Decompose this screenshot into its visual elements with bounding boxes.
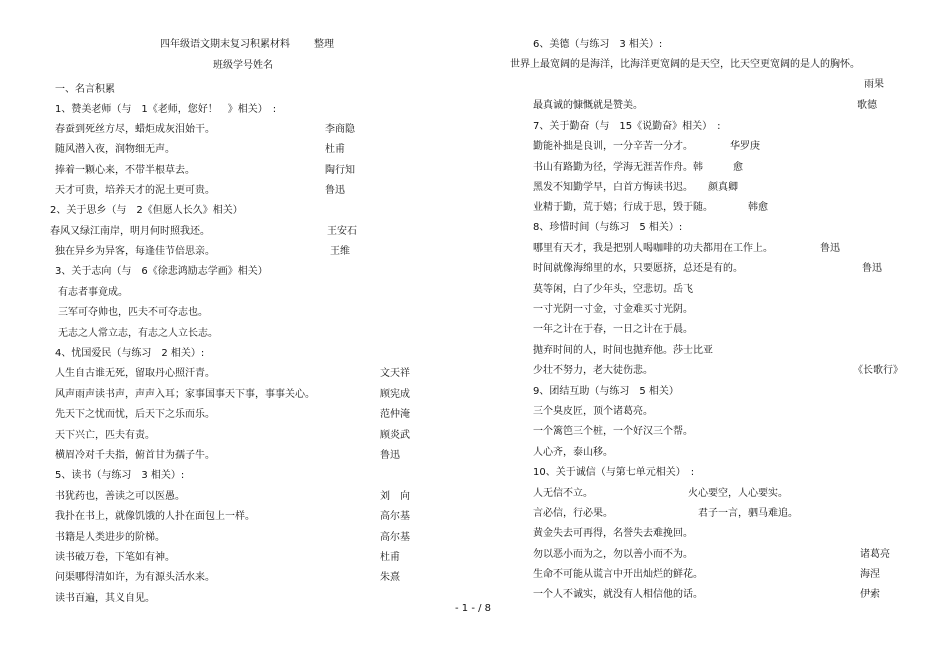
quote-row: 书犹药也，善读之可以医愚。	[55, 491, 185, 502]
quote-row: 6、美德（与练习 3 相关）:	[533, 39, 663, 50]
quote-row: 我扑在书上，就像饥饿的人扑在面包上一样。	[55, 511, 255, 522]
quote-row: 黄金失去可再得，名誉失去难挽回。	[533, 528, 693, 539]
quote-author: 杜甫	[325, 144, 345, 155]
quote-row: 独在异乡为异客，每逢佳节倍思亲。	[55, 246, 215, 257]
quote-author: 范仲淹	[380, 409, 410, 420]
quote-row: 7、关于勤奋（与 15《说勤奋》相关） :	[533, 121, 721, 132]
quote-row: 勤能补拙是良训，一分辛苦一分才。	[533, 141, 693, 152]
quote-row: 读书破万卷，下笔如有神。	[55, 552, 175, 563]
quote-row: 三个臭皮匠，顶个诸葛亮。	[533, 406, 653, 417]
quote-author: 歌德	[857, 100, 877, 111]
quote-row: 莫等闲，白了少年头，空悲切。岳飞	[533, 284, 693, 295]
quote-author: 鲁迅	[820, 243, 840, 254]
quote-row: 春蚕到死丝方尽，蜡炬成灰泪始干。	[55, 124, 215, 135]
quote-row: 时间就像海绵里的水，只要愿挤，总还是有的。	[533, 263, 743, 274]
quote-row: 少壮不努力，老大徒伤悲。	[533, 365, 653, 376]
quote-row: 勿以恶小而为之，勿以善小而不为。	[533, 549, 693, 560]
document-subtitle: 班级学号姓名	[213, 60, 273, 71]
quote-row: 生命不可能从谎言中开出灿烂的鲜花。	[533, 569, 703, 580]
quote-row: 黑发不知勤学早，白首方悔读书迟。 颜真卿	[533, 182, 738, 193]
quote-row: 3、关于志向（与 6《徐悲鸿励志学画》相关）	[55, 266, 268, 277]
quote-row: 言必信，行必果。 君子一言，驷马难追。	[533, 508, 798, 519]
quote-row: 最真诚的慷慨就是赞美。	[533, 100, 643, 111]
quote-row: 一个篱笆三个桩，一个好汉三个帮。	[533, 426, 693, 437]
quote-row: 读书百遍，其义自见。	[55, 593, 155, 604]
quote-author: 雨果	[864, 79, 884, 90]
quote-row: 问渠哪得清如许，为有源头活水来。	[55, 572, 215, 583]
quote-row: 天下兴亡，匹夫有责。	[55, 430, 155, 441]
quote-row: 书籍是人类进步的阶梯。	[55, 532, 165, 543]
quote-author: 顾宪成	[380, 389, 410, 400]
quote-author: 文天祥	[380, 368, 410, 379]
quote-row: 捧着一颗心来，不带半根草去。	[55, 165, 195, 176]
quote-row: 业精于勤，荒于嬉；行成于思，毁于随。 韩愈	[533, 202, 768, 213]
quote-row: 人心齐，泰山移。	[533, 447, 613, 458]
quote-author: 顾炎武	[380, 430, 410, 441]
quote-row: 1、赞美老师（与 1《老师，您好！ 》相关） :	[55, 104, 277, 115]
quote-author: 高尔基	[380, 511, 410, 522]
quote-author: 王安石	[327, 226, 357, 237]
quote-author: 鲁迅	[325, 185, 345, 196]
quote-row: 一寸光阴一寸金，寸金难买寸光阴。	[533, 304, 693, 315]
quote-row: 10、关于诚信（与第七单元相关） :	[533, 467, 695, 478]
quote-author: 刘 向	[380, 491, 410, 502]
quote-author: 鲁迅	[862, 263, 882, 274]
quote-row: 9、团结互助（与练习 5 相关）	[533, 386, 679, 397]
quote-author: 陶行知	[325, 165, 355, 176]
quote-row: 人无信不立。 火心要空，人心要实。	[533, 488, 788, 499]
quote-row: 书山有路勤为径，学海无涯苦作舟。韩 愈	[533, 162, 743, 173]
quote-row: 哪里有天才，我是把别人喝咖啡的功夫都用在工作上。	[533, 243, 773, 254]
quote-author: 《长歌行》	[853, 365, 903, 376]
quote-row: 随风潜入夜，润物细无声。	[55, 144, 175, 155]
quote-row: 人生自古谁无死，留取丹心照汗青。	[55, 368, 215, 379]
quote-author: 杜甫	[380, 552, 400, 563]
quote-author: 华罗庚	[730, 141, 760, 152]
quote-row: 8、珍惜时间（与练习 5 相关）:	[533, 222, 683, 233]
quote-row: 世界上最宽阔的是海洋，比海洋更宽阔的是天空，比天空更宽阔的是人的胸怀。	[510, 59, 860, 70]
quote-row: 2、关于思乡（与 2《但愿人长久》相关）	[50, 205, 243, 216]
quote-row: 春风又绿江南岸，明月何时照我还。	[50, 226, 210, 237]
quote-row: 无志之人常立志，有志之人立长志。	[58, 328, 218, 339]
quote-row: 风声雨声读书声，声声入耳；家事国事天下事，事事关心。	[55, 389, 315, 400]
quote-row: 一年之计在于春，一日之计在于晨。	[533, 324, 693, 335]
quote-row: 5、读书（与练习 3 相关）:	[55, 470, 185, 481]
quote-author: 高尔基	[380, 532, 410, 543]
quote-author: 伊索	[860, 589, 880, 600]
quote-author: 鲁迅	[380, 450, 400, 461]
quote-row: 横眉冷对千夫指，俯首甘为孺子牛。	[55, 450, 215, 461]
quote-author: 诸葛亮	[860, 549, 890, 560]
quote-row: 天才可贵，培养天才的泥土更可贵。	[55, 185, 215, 196]
quote-author: 王维	[330, 246, 350, 257]
document-title: 四年级语文期末复习积累材料 整理	[160, 39, 334, 50]
quote-row: 抛弃时间的人，时间也抛弃他。莎士比亚	[533, 345, 713, 356]
page-number: - 1 - / 8	[455, 603, 492, 614]
quote-author: 海涅	[860, 569, 880, 580]
quote-author: 李商隐	[325, 124, 355, 135]
quote-row: 有志者事竟成。	[58, 287, 128, 298]
quote-row: 三军可夺帅也，匹夫不可夺志也。	[58, 307, 208, 318]
quote-row: 一、名言积累	[55, 84, 115, 95]
quote-author: 朱熹	[380, 572, 400, 583]
quote-row: 一个人不诚实，就没有人相信他的话。	[533, 589, 703, 600]
quote-row: 4、忧国爱民（与练习 2 相关）:	[55, 348, 205, 359]
quote-row: 先天下之忧而忧，后天下之乐而乐。	[55, 409, 215, 420]
